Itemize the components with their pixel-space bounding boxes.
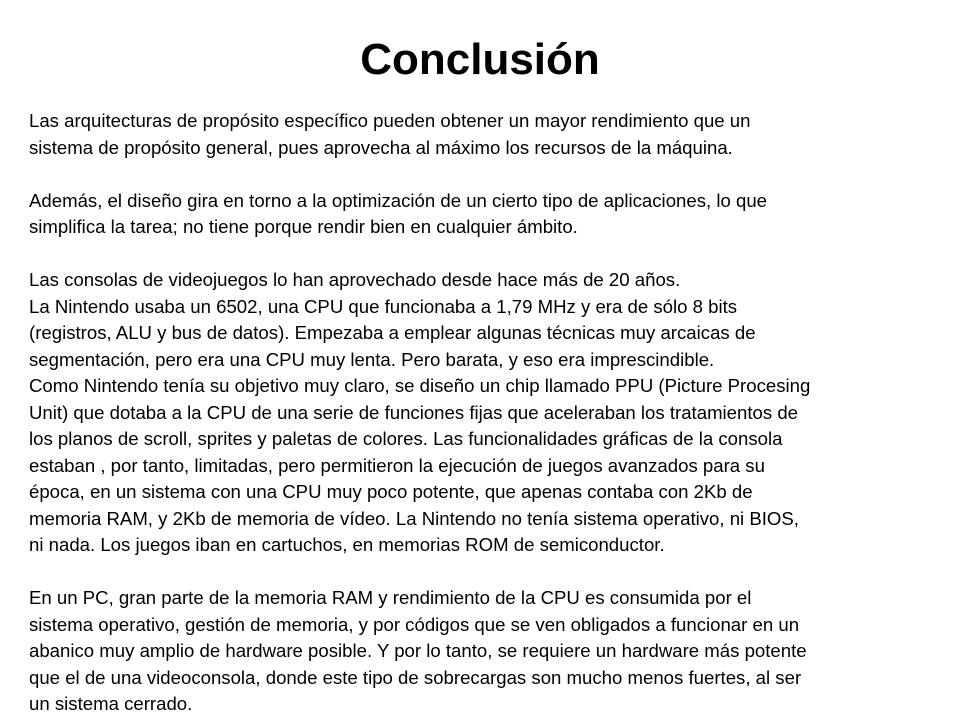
text-line: En un PC, gran parte de la memoria RAM y rendimiento de la CPU es consumida por el <box>29 587 752 608</box>
slide-body <box>29 108 929 718</box>
slide-title: Conclusión <box>360 35 600 84</box>
text-line: sistema operativo, gestión de memoria, y por códigos que se ven obligados a funcionar en un <box>29 613 800 635</box>
text-line: Como Nintendo tenía su objetivo muy claro, se diseño un chip llamado PPU (Picture Procesing <box>29 375 811 396</box>
text-line: época, en un sistema con una CPU muy poco potente, que apenas contaba con 2Kb de <box>29 481 753 502</box>
paragraph-specific-architectures <box>29 108 929 161</box>
text-line: sistema de propósito general, pues aprovecha al máximo los recursos de la máquina. <box>29 136 733 158</box>
text-line: segmentación, pero era una CPU muy lenta. Pero barata, y eso era imprescindible. <box>29 348 715 370</box>
text-line: Unit) que dotaba a la CPU de una serie de funciones fijas que aceleraban los tratamientos de <box>29 401 799 423</box>
text-line: Las arquitecturas de propósito específico pueden obtener un mayor rendimiento que un <box>29 110 751 131</box>
text-line: que el de una videoconsola, donde este tipo de sobrecargas son mucho menos fuertes, al ser <box>29 666 802 688</box>
text-line: abanico muy amplio de hardware posible. Y por lo tanto, se requiere un hardware más potente <box>29 640 807 661</box>
paragraph-spacer <box>29 161 929 188</box>
text-line: ni nada. Los juegos iban en cartuchos, en memorias ROM de semiconductor. <box>29 534 665 555</box>
text-line: simplifica la tarea; no tiene porque rendir bien en cualquier ámbito. <box>29 216 578 237</box>
text-line: La Nintendo usaba un 6502, una CPU que funcionaba a 1,79 MHz y era de sólo 8 bits <box>29 295 738 317</box>
text-line: (registros, ALU y bus de datos). Empezaba a emplear algunas técnicas muy arcaicas de <box>29 322 756 343</box>
text-line: memoria RAM, y 2Kb de memoria de vídeo. La Nintendo no tenía sistema operativo, ni BIOS, <box>29 507 799 529</box>
paragraph-spacer <box>29 241 929 268</box>
text-line: Las consolas de videojuegos lo han aprovechado desde hace más de 20 años. <box>29 269 681 290</box>
text-line: un sistema cerrado. <box>29 693 193 714</box>
paragraph-spacer <box>29 559 929 586</box>
paragraph-pc-comparison <box>29 585 929 718</box>
text-line: los planos de scroll, sprites y paletas de colores. Las funcionalidades gráficas de la consola <box>29 428 783 449</box>
paragraph-design-optimization <box>29 188 929 241</box>
text-line: estaban , por tanto, limitadas, pero permitieron la ejecución de juegos avanzados para su <box>29 454 765 476</box>
text-line: Además, el diseño gira en torno a la optimización de un cierto tipo de aplicaciones, lo que <box>29 189 768 211</box>
paragraph-nintendo-console <box>29 267 929 559</box>
